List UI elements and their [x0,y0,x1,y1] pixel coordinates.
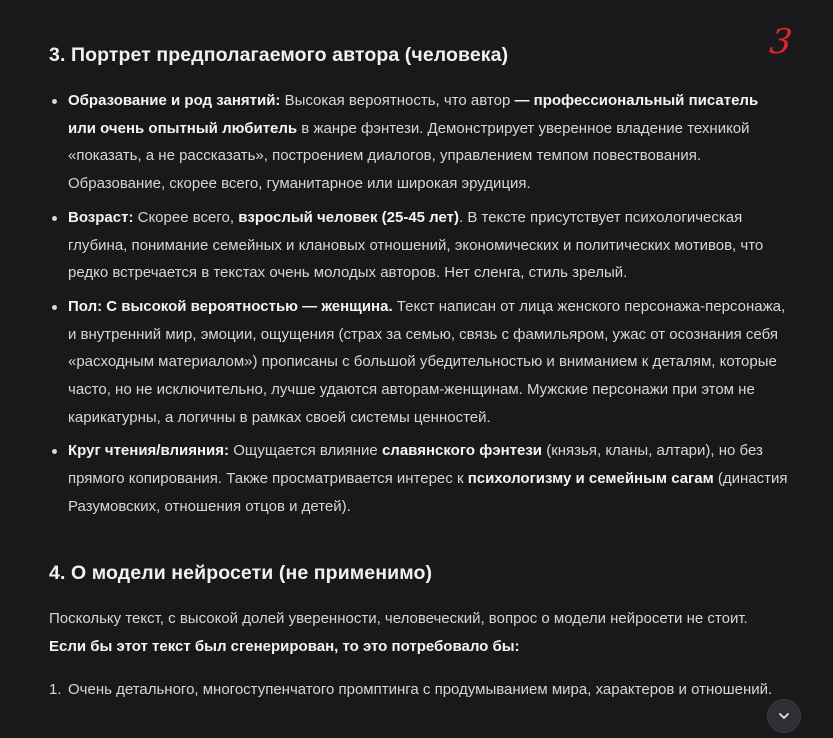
item-text: (династия Разумовских, отношения отцов и детей). [68,470,788,515]
section-4-paragraph [49,605,819,660]
item-text: в жанре фэнтези. Демонстрирует уверенное владение техникой «показать, а не рассказать», построением диалогов, управлением темпом повествования. Образование, скорее всего, гуманитарное или широкая эрудиция. [68,119,750,193]
item-label: Возраст: [68,208,134,226]
item-text: Текст написан от лица женского персонажа-персонажа, и внутренний мир, эмоции, ощущения (страх за семью, связь с фамильяром, ужас от осознания себя «расходным материалом») прописаны с большой убедительностью и вниманием к деталям, которые часто, но не исключительно, лучше удаются авторам-женщинам. Мужские персонажи при этом не карикатурны, а логичны в рамках своей системы ценностей. [68,297,786,426]
item-text: Очень детального, многоступенчатого промптинга с продумыванием мира, характеров и отношений. [68,681,773,698]
author-portrait-list [49,87,789,527]
item-text: (князья, кланы, алтари), но без прямого копирования. Также просматривается интерес к [68,442,763,488]
item-bold-text: психологизму и семейным сагам [467,470,714,488]
requirements-list [49,676,789,704]
list-item-gender [49,293,789,432]
chevron-down-icon [777,709,791,723]
section-4-heading: 4. О модели нейросети (не применимо) [49,562,433,584]
item-label: Пол: С высокой вероятностью — женщина. [68,297,393,315]
list-item-age [49,204,789,287]
item-label: Образование и род занятий: [68,92,281,109]
item-bold-text: взрослый человек (25-45 лет) [238,208,459,226]
item-text: Высокая вероятность, что автор [280,92,515,109]
item-number: 1. [49,681,62,698]
item-text: . В тексте присутствует психологическая глубина, понимание семейных и клановых отношений, экономических и политических мотивов, что редко встречается в текстах очень молодых авторов. Нет сленга, стиль зрелый. [68,208,764,282]
handwritten-annotation: 3 [767,22,795,62]
numbered-item [49,676,789,704]
item-bold-text: славянского фэнтези [381,442,543,460]
item-text: Ощущается влияние [229,442,382,460]
item-text: Скорее всего, [133,208,239,226]
list-item-education [49,87,789,198]
scroll-to-bottom-button[interactable] [767,699,801,733]
item-label: Круг чтения/влияния: [68,442,230,460]
paragraph-text: Поскольку текст, с высокой долей уверенности, человеческий, вопрос о модели нейросети не стоит. [49,610,748,627]
paragraph-bold-text: Если бы этот текст был сгенерирован, то это потребовало бы: [49,637,520,655]
section-3-heading: 3. Портрет предполагаемого автора (человека) [49,44,509,66]
item-bold-text: — профессиональный писатель или очень опытный любитель [68,92,759,137]
list-item-reading-influences [49,437,789,520]
